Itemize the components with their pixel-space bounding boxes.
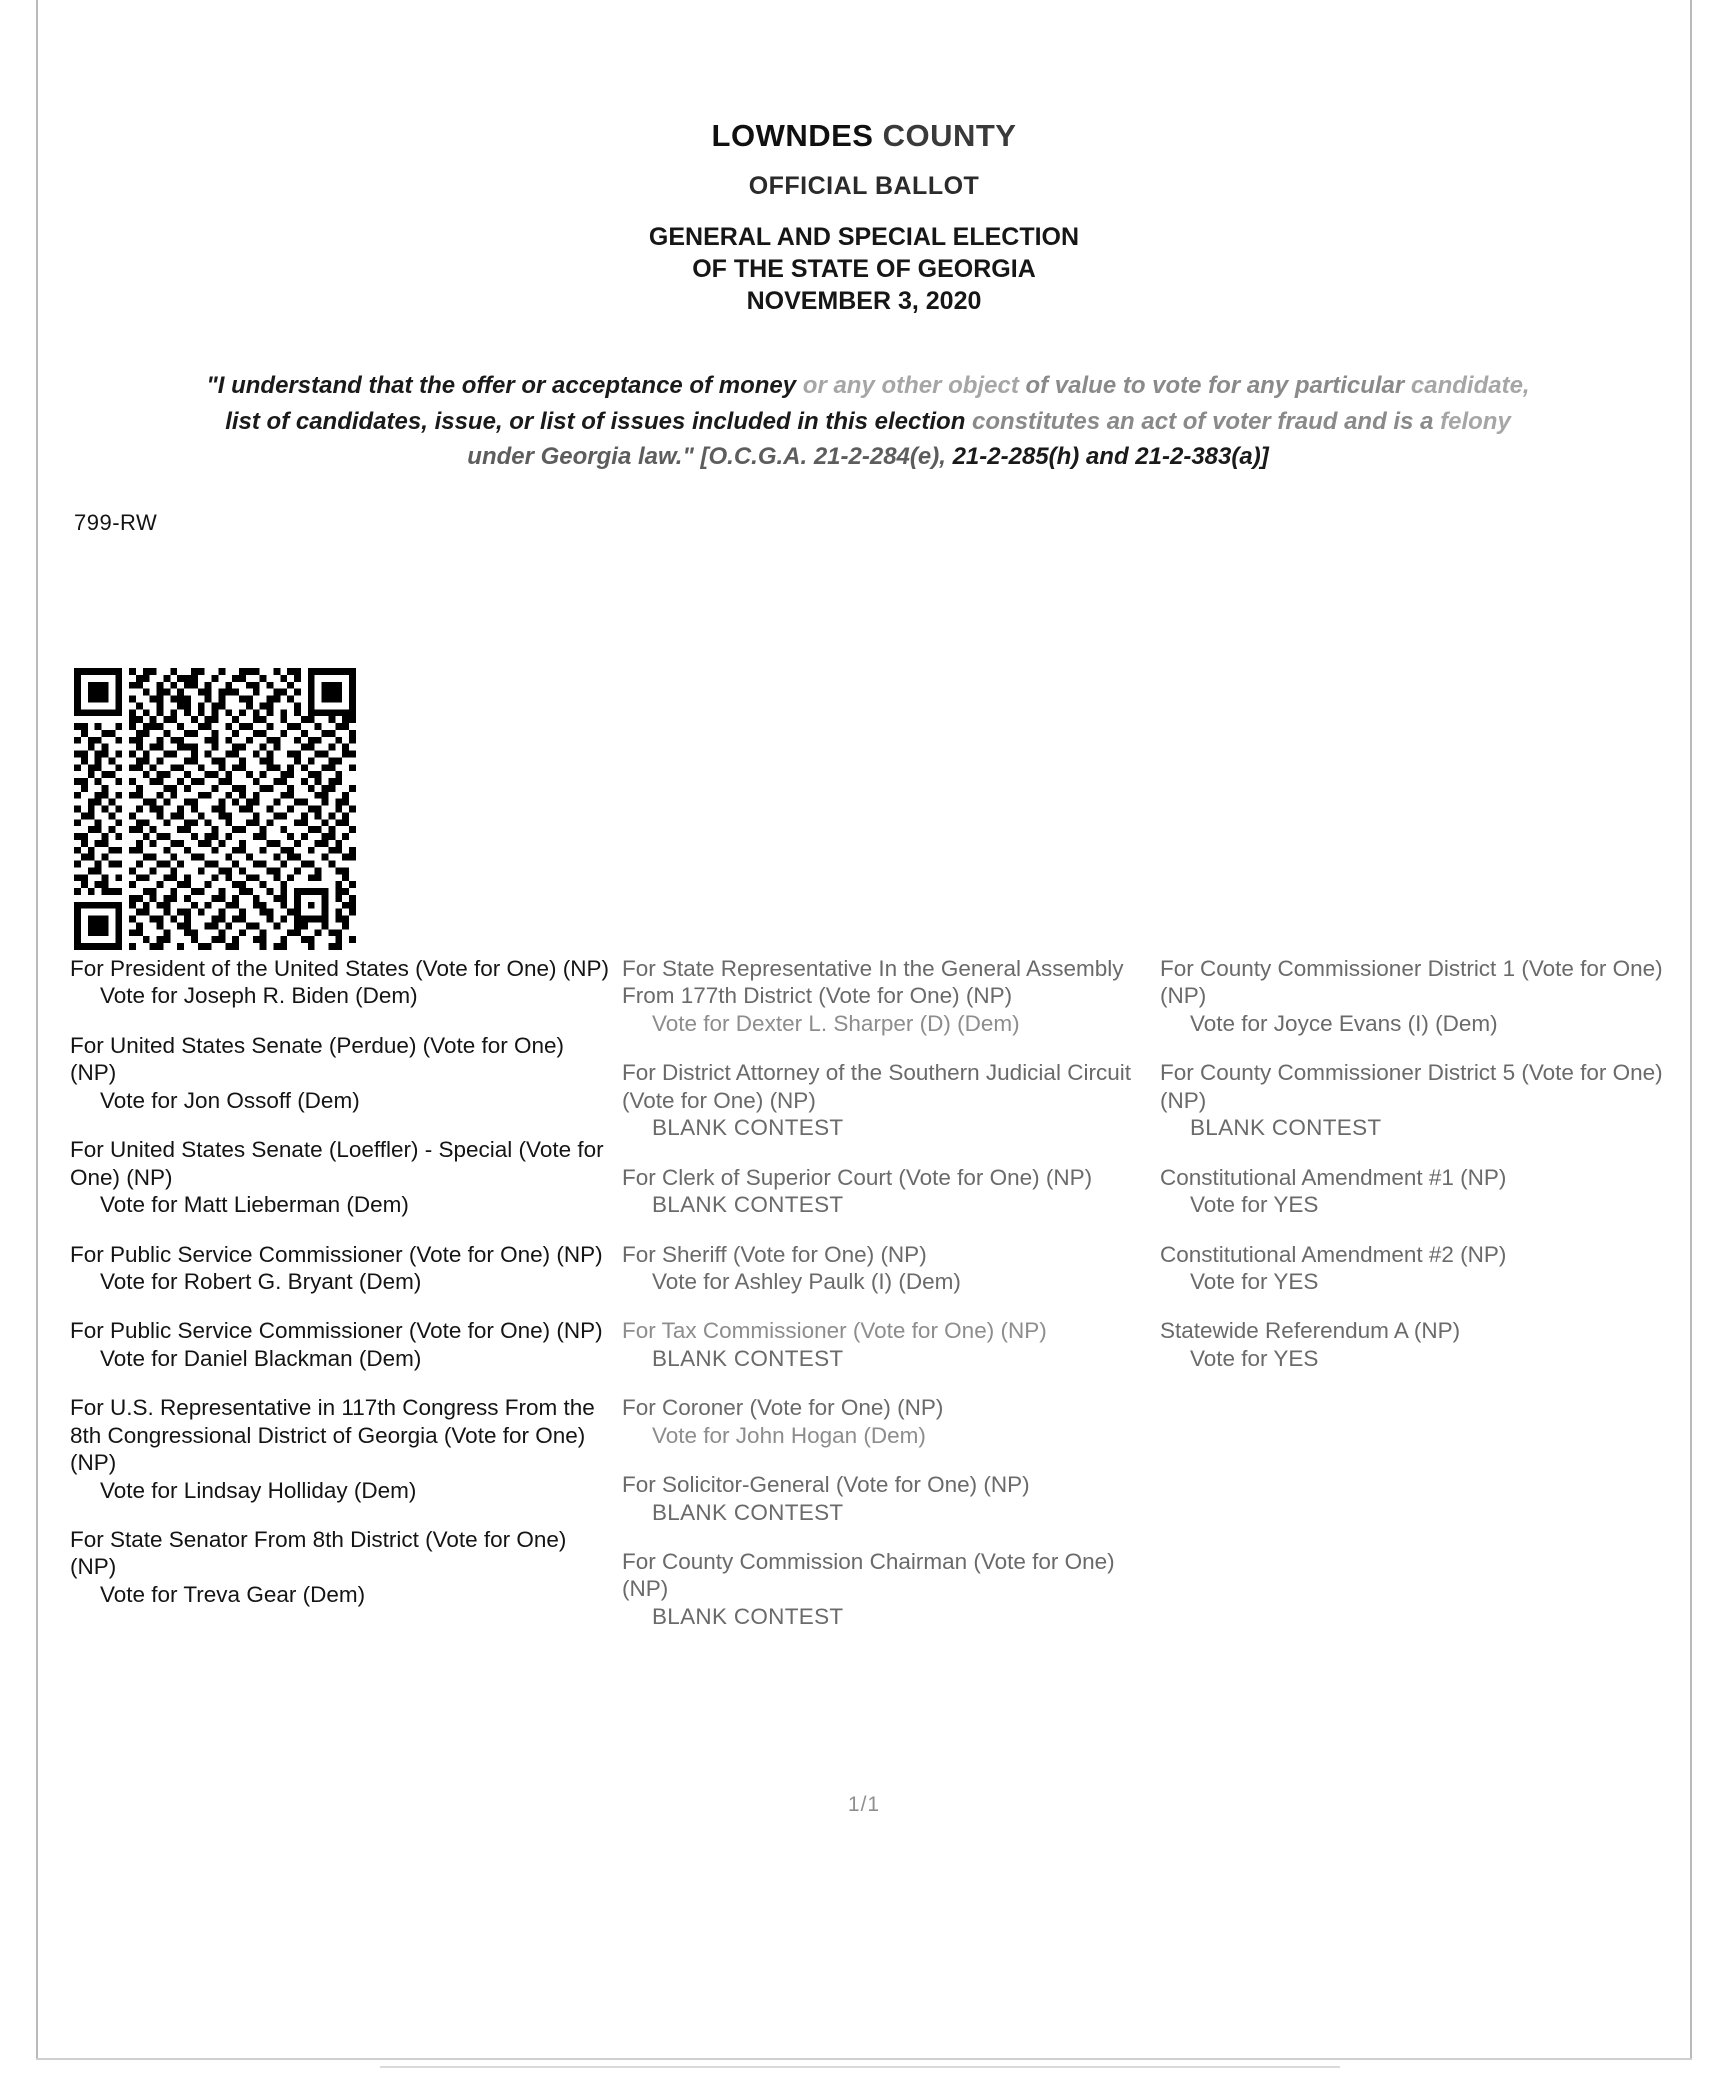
contest-selection: Vote for Joseph R. Biden (Dem) xyxy=(100,983,418,1009)
contest-district-attorney xyxy=(622,1059,1162,1141)
contest-title: For President of the United States (Vote for One) (NP) xyxy=(70,956,609,981)
column-3 xyxy=(1160,955,1690,1394)
contest-selection: Vote for YES xyxy=(1190,1345,1319,1371)
contest-coroner xyxy=(622,1394,1162,1449)
contest-title: For State Representative In the General Assembly From 177th District (Vote for One) (NP) xyxy=(622,956,1124,1009)
contest-state-representative-177th xyxy=(622,955,1162,1037)
contest-selection: Vote for Daniel Blackman (Dem) xyxy=(100,1345,422,1371)
official-ballot-title: OFFICIAL BALLOT xyxy=(748,172,980,200)
contest-us-senate-loeffler-special xyxy=(70,1136,610,1218)
oath-segment-5: list of candidates, issue, or list of issues included in this election xyxy=(225,407,966,435)
contest-selection: Vote for Matt Lieberman (Dem) xyxy=(100,1192,409,1218)
contest-title: For Sheriff (Vote for One) (NP) xyxy=(622,1241,927,1267)
contest-constitutional-amendment-2 xyxy=(1160,1241,1690,1296)
contest-county-commissioner-district-1 xyxy=(1160,955,1690,1037)
contest-selection: Vote for YES xyxy=(1190,1268,1319,1294)
scan-edge-bottom xyxy=(36,2058,1692,2060)
oath-segment-1: "I understand that the offer or acceptance of money xyxy=(206,372,797,399)
contest-selection: BLANK CONTEST xyxy=(652,1115,844,1141)
contest-sheriff xyxy=(622,1241,1162,1296)
county-name: LOWNDES xyxy=(711,118,874,153)
county-word: COUNTY xyxy=(882,118,1017,153)
contest-title: For Public Service Commissioner (Vote for One) (NP) xyxy=(70,1318,603,1344)
contest-statewide-referendum-a xyxy=(1160,1317,1690,1372)
contest-selection: Vote for Treva Gear (Dem) xyxy=(100,1581,366,1607)
contest-selection: BLANK CONTEST xyxy=(652,1192,844,1218)
contest-title: For U.S. Representative in 117th Congress From the 8th Congressional District of Georgia (Vote for One) (NP) xyxy=(70,1395,595,1476)
contest-selection: BLANK CONTEST xyxy=(1190,1115,1382,1141)
contest-selection: Vote for YES xyxy=(1190,1192,1319,1218)
contest-selection: Vote for Dexter L. Sharper (D) (Dem) xyxy=(652,1010,1020,1036)
contest-constitutional-amendment-1 xyxy=(1160,1164,1690,1219)
page-number: 1/1 xyxy=(847,1793,881,1816)
ballot-header xyxy=(0,118,1728,317)
contest-title: For Coroner (Vote for One) (NP) xyxy=(622,1395,944,1421)
contest-title: For District Attorney of the Southern Judicial Circuit (Vote for One) (NP) xyxy=(622,1060,1131,1113)
oath-segment-2: or any other object xyxy=(796,372,1019,399)
election-title-line-2: OF THE STATE OF GEORGIA xyxy=(692,255,1036,283)
scan-edge-bottom-secondary xyxy=(380,2066,1340,2068)
contest-title: For State Senator From 8th District (Vote for One) (NP) xyxy=(70,1527,567,1580)
contest-selection: BLANK CONTEST xyxy=(652,1345,844,1371)
contest-title: For Public Service Commissioner (Vote for One) (NP) xyxy=(70,1241,603,1267)
contest-public-service-commissioner-1 xyxy=(70,1241,610,1296)
voter-fraud-oath xyxy=(78,368,1658,475)
oath-segment-9: 21-2-285(h) and 21-2-383(a)] xyxy=(945,443,1269,471)
oath-segment-4: candidate, xyxy=(1404,372,1530,399)
county-title xyxy=(0,118,1728,154)
contest-selection: Vote for Lindsay Holliday (Dem) xyxy=(100,1477,417,1503)
oath-segment-6: constitutes an act of voter fraud and is a xyxy=(965,407,1434,435)
column-1 xyxy=(70,955,610,1630)
contest-title: For United States Senate (Loeffler) - Special (Vote for One) (NP) xyxy=(70,1137,604,1190)
contest-selection: Vote for Robert G. Bryant (Dem) xyxy=(100,1268,422,1294)
contest-president xyxy=(70,955,610,1010)
contest-title: Constitutional Amendment #1 (NP) xyxy=(1160,1164,1507,1190)
contest-clerk-superior-court xyxy=(622,1164,1162,1219)
contest-selection: BLANK CONTEST xyxy=(652,1499,844,1525)
contest-selection: BLANK CONTEST xyxy=(652,1603,844,1629)
contest-solicitor-general xyxy=(622,1471,1162,1526)
column-2 xyxy=(622,955,1162,1652)
contest-title: For County Commissioner District 5 (Vote for One) (NP) xyxy=(1160,1060,1663,1113)
contest-title: For United States Senate (Perdue) (Vote for One) (NP) xyxy=(70,1032,565,1086)
contest-state-senator-8th-district xyxy=(70,1526,610,1608)
election-title-line-1: GENERAL AND SPECIAL ELECTION xyxy=(648,223,1080,251)
ballot-qr-code xyxy=(74,668,356,950)
contest-selection: Vote for Ashley Paulk (I) (Dem) xyxy=(652,1268,961,1294)
contest-public-service-commissioner-2 xyxy=(70,1317,610,1372)
contest-title: For County Commission Chairman (Vote for One) (NP) xyxy=(622,1549,1115,1602)
contest-title: For Clerk of Superior Court (Vote for One) (NP) xyxy=(622,1164,1093,1190)
oath-segment-8: under Georgia law." [O.C.G.A. 21-2-284(e), xyxy=(467,443,946,471)
contest-title: Constitutional Amendment #2 (NP) xyxy=(1160,1241,1507,1267)
election-date: NOVEMBER 3, 2020 xyxy=(746,287,982,315)
oath-segment-7: felony xyxy=(1433,407,1511,435)
contest-us-senate-perdue xyxy=(70,1032,610,1114)
ballot-style-id: 799-RW xyxy=(74,510,158,535)
contest-title: For County Commissioner District 1 (Vote for One) (NP) xyxy=(1160,956,1663,1009)
contest-selection: Vote for Jon Ossoff (Dem) xyxy=(100,1087,360,1113)
contest-columns xyxy=(70,955,1670,1715)
contest-us-representative-8th-district xyxy=(70,1394,610,1504)
contest-title: Statewide Referendum A (NP) xyxy=(1160,1318,1461,1344)
contest-selection: Vote for John Hogan (Dem) xyxy=(652,1422,926,1448)
contest-selection: Vote for Joyce Evans (I) (Dem) xyxy=(1190,1010,1498,1036)
contest-county-commissioner-district-5 xyxy=(1160,1059,1690,1141)
oath-segment-3: of value to vote for any particular xyxy=(1018,372,1405,399)
contest-title: For Solicitor-General (Vote for One) (NP) xyxy=(622,1472,1030,1498)
contest-tax-commissioner xyxy=(622,1317,1162,1372)
contest-title: For Tax Commissioner (Vote for One) (NP) xyxy=(622,1318,1047,1344)
contest-county-commission-chairman xyxy=(622,1548,1162,1630)
